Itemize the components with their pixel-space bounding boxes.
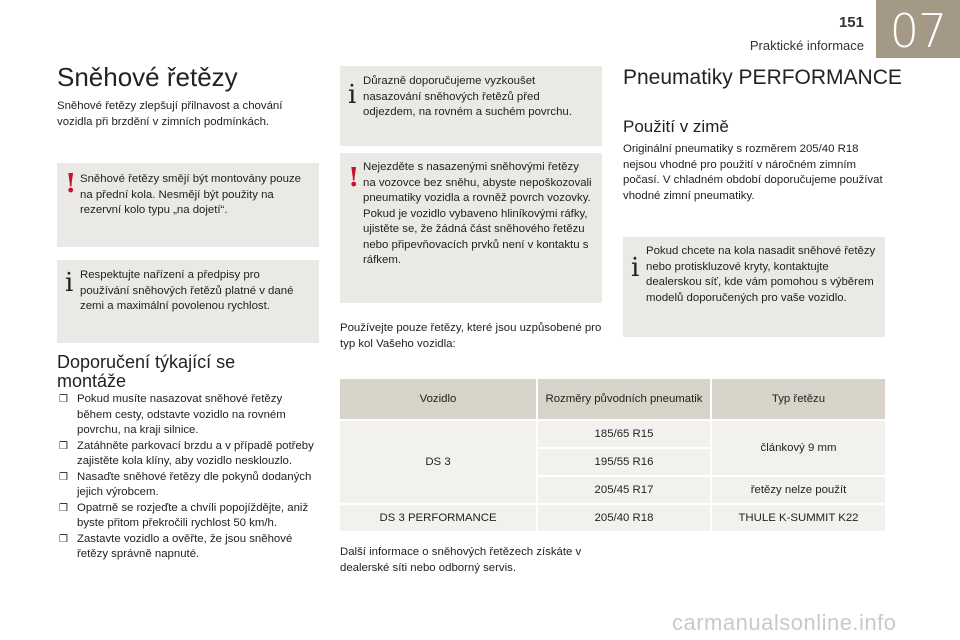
table-cell-vehicle: DS 3 — [340, 421, 536, 503]
info-text: Respektujte nařízení a předpisy pro používání sněhových řetězů platné v dané zemi a maximální povolenou rychlost. — [80, 269, 294, 312]
warning-box-front-wheels — [57, 163, 319, 247]
warning-box-no-snow — [340, 153, 602, 303]
more-info-paragraph: Další informace o sněhových řetězech získáte v dealerské síti nebo odborný servis. — [340, 546, 582, 574]
info-text: Důrazně doporučujeme vyzkoušet nasazování sněhových řetězů před odjezdem, na rovném a suchém povrchu. — [363, 75, 572, 118]
table-cell-chain: článkový 9 mm — [712, 421, 885, 475]
bullet-icon: ❒ — [59, 440, 68, 452]
info-box-test-fitting — [340, 66, 602, 146]
list-item — [57, 501, 319, 532]
info-text: Pokud chcete na kola nasadit sněhové řetězy nebo protiskluzové kryty, kontaktujte dealerskou síť, kde vám pomohou s výběrem modelů doporučených pro vaše vozidlo. — [646, 245, 876, 304]
intro-paragraph: Sněhové řetězy zlepšují přilnavost a chování vozidla při brzdění v zimních podmínkách. — [57, 100, 283, 128]
install-steps-list — [57, 392, 319, 563]
info-icon: i — [348, 80, 357, 110]
list-item-text: Opatrně se rozjeďte a chvíli popojíždějte, aniž byste přitom překročili rychlost 50 km/h. — [77, 501, 309, 529]
list-item — [57, 532, 319, 563]
list-item — [57, 439, 319, 470]
list-item-text: Zastavte vozidlo a ověřte, že jsou sněhové řetězy správně napnuté. — [77, 532, 293, 560]
table-cell-size: 205/40 R18 — [538, 505, 710, 531]
install-heading: Doporučení týkající se montáže — [57, 352, 236, 391]
table-header-cell: Rozměry původních pneumatik — [538, 379, 710, 419]
bullet-icon: ❒ — [59, 394, 68, 405]
list-item-text: Pokud musíte nasazovat sněhové řetězy během cesty, odstavte vozidlo na rovném povrchu, na kraji silnice. — [77, 393, 286, 436]
info-icon: i — [65, 268, 74, 298]
table-row — [340, 421, 885, 447]
info-box-regulations — [57, 260, 319, 343]
bullet-icon: ❒ — [59, 471, 68, 483]
info-box-dealer — [623, 237, 885, 337]
table-cell-size: 205/45 R17 — [538, 477, 710, 503]
winter-use-heading: Použití v zimě — [623, 117, 729, 136]
bullet-icon: ❒ — [59, 533, 68, 545]
list-item-text: Nasaďte sněhové řetězy dle pokynů dodaných jejich výrobcem. — [77, 470, 312, 498]
performance-title: Pneumatiky PERFORMANCE — [623, 66, 902, 89]
warning-text: Nejezděte s nasazenými sněhovými řetězy na vozovce bez sněhu, abyste nepoškozovali pneumatiky vozidla a rovněž povrch vozovky. Pokud je vozidlo vybaveno hliníkovými ráfky, ujistěte se, že žádná část sněhového řetězu nebo připevňovacích prvků není v kontaktu s ráfkem. — [363, 161, 592, 266]
warning-text: Sněhové řetězy smějí být montovány pouze na přední kola. Nesmějí být použity na rezervní kolo typu „na dojetí“. — [80, 173, 301, 216]
chapter-number: 07 — [876, 0, 960, 58]
table-cell-size: 195/55 R16 — [538, 449, 710, 475]
bullet-icon: ❒ — [59, 502, 68, 514]
list-item — [57, 392, 319, 439]
use-only-paragraph: Používejte pouze řetězy, které jsou uzpůsobené pro typ kol Vašeho vozidla: — [340, 322, 602, 350]
list-item-text: Zatáhněte parkovací brzdu a v případě potřeby zajistěte kola klíny, aby vozidlo nesklouzlo. — [77, 439, 314, 467]
warning-icon: ! — [348, 163, 360, 193]
table-header-cell: Typ řetězu — [712, 379, 885, 419]
table-cell-chain: řetězy nelze použít — [712, 477, 885, 503]
table-cell-chain: THULE K-SUMMIT K22 — [712, 505, 885, 531]
warning-icon: ! — [65, 169, 77, 199]
watermark: carmanualsonline.info — [672, 610, 897, 635]
tyre-chain-table — [338, 377, 887, 533]
table-cell-vehicle: DS 3 PERFORMANCE — [340, 505, 536, 531]
list-item — [57, 470, 319, 501]
page-title: Sněhové řetězy — [57, 62, 238, 92]
section-title: Praktické informace — [749, 38, 864, 53]
table-row — [340, 505, 885, 531]
table-cell-size: 185/65 R15 — [538, 421, 710, 447]
table-header-cell: Vozidlo — [340, 379, 536, 419]
table-header-row — [340, 379, 885, 419]
winter-use-paragraph: Originální pneumatiky s rozměrem 205/40 R18 nejsou vhodné pro použití v náročném zimním počasí. V chladném období doporučujeme používat vhodné zimní pneumatiky. — [623, 143, 883, 202]
info-icon: i — [631, 253, 640, 283]
page-number: 151 — [838, 14, 864, 31]
